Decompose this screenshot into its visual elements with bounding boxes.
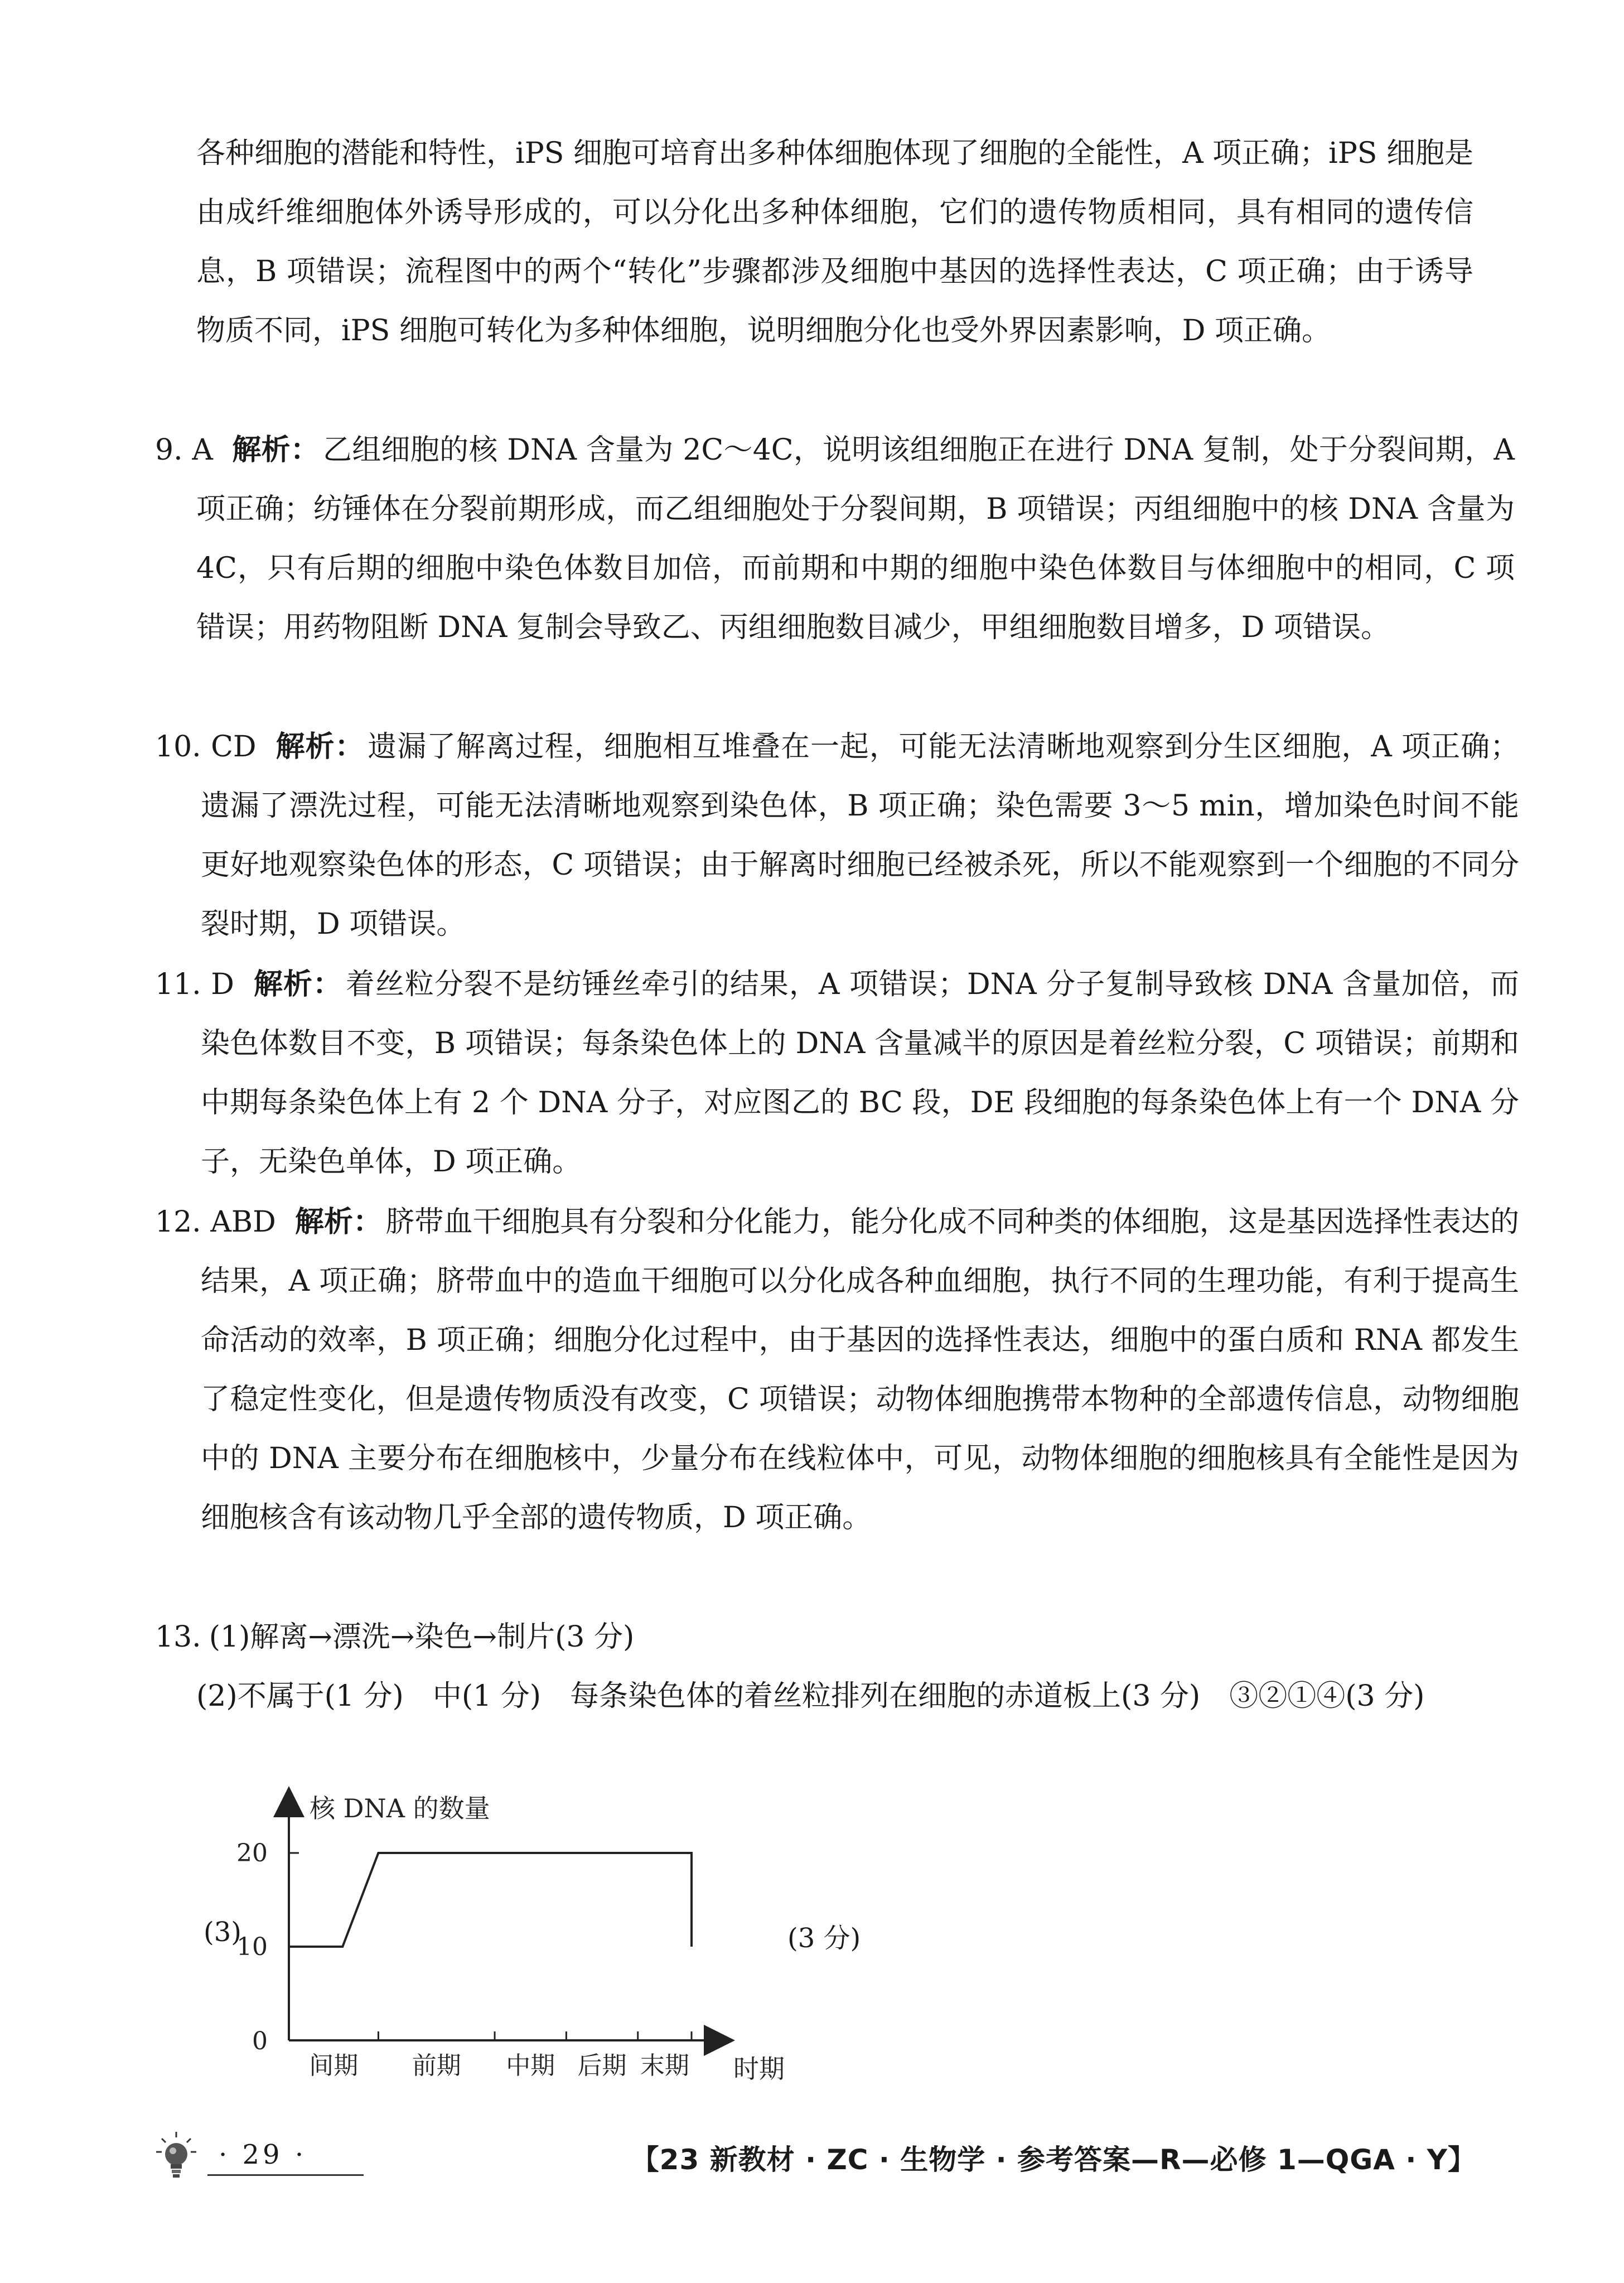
answer-11-text: 着丝粒分裂不是纺锤丝牵引的结果，A 项错误；DNA 分子复制导致核 DNA 含量加倍，而染色体数目不变，B 项错误；每条染色体上的 DNA 含量减半的原因是着丝粒分裂，C 项错误；前期和中期每条染色体上有 2 个 DNA 分子，对应图乙的 BC 段，DE 段细胞的每条染色体上有一个 DNA 分子，无染色单体，D 项正确。 <box>201 968 1519 1179</box>
y-tick-label-0: 0 <box>252 2027 268 2055</box>
answer-9-number: 9. A <box>155 433 213 467</box>
answer-9-label: 解析： <box>231 433 320 467</box>
answer-9-text: 乙组细胞的核 DNA 含量为 2C～4C，说明该组细胞正在进行 DNA 复制，处于分裂间期，A 项正确；纺锤体在分裂前期形成，而乙组细胞处于分裂间期，B 项错误；丙组细胞中的核 DNA 含量为 4C，只有后期的细胞中染色体数目加倍，而前期和中期的细胞中染色体数目与体细胞中的相同，C 项错误；用药物阻断 DNA 复制会导致乙、丙组细胞数目减少，甲组细胞数目增多，D 项错误。 <box>196 433 1515 644</box>
answer-9 <box>155 421 1515 657</box>
x-tick-label-4: 末期 <box>640 2052 689 2080</box>
y-tick-label-2: 20 <box>236 1839 268 1867</box>
answer-11-number: 11. D <box>155 968 234 1001</box>
y-tick-label-1: 10 <box>236 1933 268 1961</box>
x-tick-label-1: 前期 <box>412 2052 461 2080</box>
intro-paragraph: 各种细胞的潜能和特性，iPS 细胞可培育出多种体细胞体现了细胞的全能性，A 项正确；iPS 细胞是由成纤维细胞体外诱导形成的，可以分化出多种体细胞，它们的遗传物质相同，具有相同的遗传信息，B 项错误；流程图中的两个“转化”步骤都涉及细胞中基因的选择性表达，C 项正确；由于诱导物质不同，iPS 细胞可转化为多种体细胞，说明细胞分化也受外界因素影响，D 项正确。 <box>196 137 1473 347</box>
x-tick-label-3: 后期 <box>577 2052 627 2080</box>
lightbulb-icon <box>155 2131 197 2181</box>
answer-11-label: 解析： <box>253 968 342 1001</box>
answer-13-part3-label: (3) <box>204 1917 241 1948</box>
answer-10-label: 解析： <box>275 730 365 764</box>
answer-12 <box>155 1193 1519 1547</box>
answer-12-label: 解析： <box>294 1205 383 1239</box>
series-group <box>289 1853 692 1947</box>
x-tick-label-2: 中期 <box>506 2052 555 2080</box>
book-title: 【23 新教材 · ZC · 生物学 · 参考答案—R—必修 1—QGA · Y】 <box>631 2144 1476 2176</box>
x-axis-label: 时期 <box>733 2054 785 2084</box>
x-tick-label-0: 间期 <box>309 2052 359 2080</box>
answer-13-part3-score: (3 分) <box>787 1923 861 1954</box>
y-axis-label: 核 DNA 的数量 <box>310 1793 490 1823</box>
page-number: · 29 · <box>219 2139 307 2170</box>
x-ticks <box>309 2031 692 2080</box>
answer-13-part1-text: (1)解离→漂洗→染色→制片(3 分) <box>209 1620 635 1654</box>
answer-12-text: 脐带血干细胞具有分裂和分化能力，能分化成不同种类的体细胞，这是基因选择性表达的结果，A 项正确；脐带血中的造血干细胞可以分化成各种血细胞，执行不同的生理功能，有利于提高生命活动的效率，B 项正确；细胞分化过程中，由于基因的选择性表达，细胞中的蛋白质和 RNA 都发生了稳定性变化，但是遗传物质没有改变，C 项错误；动物体细胞携带本物种的全部遗传信息，动物细胞中的 DNA 主要分布在细胞核中，少量分布在线粒体中，可见，动物体细胞的细胞核具有全能性是因为细胞核含有该动物几乎全部的遗传物质，D 项正确。 <box>201 1205 1519 1534</box>
answer-11 <box>155 955 1519 1191</box>
dna-content-chart <box>218 1774 831 2086</box>
answer-13-number: 13. <box>155 1620 201 1654</box>
answer-10 <box>155 717 1519 954</box>
answer-10-text: 遗漏了解离过程，细胞相互堆叠在一起，可能无法清晰地观察到分生区细胞，A 项正确；遗漏了漂洗过程，可能无法清晰地观察到染色体，B 项正确；染色需要 3～5 min，增加染色时间不能更好地观察染色体的形态，C 项错误；由于解离时细胞已经被杀死，所以不能观察到一个细胞的不同分裂时期，D 项错误。 <box>201 730 1519 941</box>
answer-13-part1 <box>155 1608 1519 1667</box>
answer-12-number: 12. ABD <box>155 1205 276 1239</box>
answer-10-number: 10. CD <box>155 730 257 764</box>
answer-13-part2: (2)不属于(1 分) 中(1 分) 每条染色体的着丝粒排列在细胞的赤道板上(3 分) ③②①④(3 分) <box>196 1679 1425 1713</box>
footer-rule <box>207 2174 364 2176</box>
series-line-0 <box>289 1853 692 1947</box>
